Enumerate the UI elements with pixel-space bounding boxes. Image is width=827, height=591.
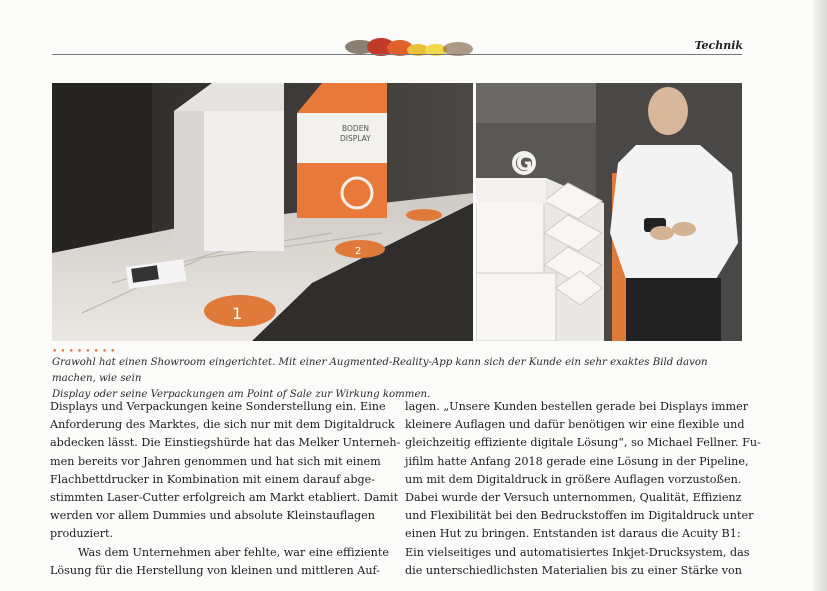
header-rule bbox=[52, 54, 742, 55]
page-edge bbox=[813, 0, 827, 591]
portrait-photo bbox=[476, 83, 742, 341]
caption-dots: •••••••• bbox=[52, 347, 119, 357]
floor-marker-1: 1 bbox=[232, 304, 243, 323]
article-line: werden vor allem Dummies und absolute Kleinstauflagen bbox=[50, 509, 376, 523]
article-line: Was dem Unternehmen aber fehlte, war eine effiziente bbox=[78, 545, 389, 559]
article-line: lagen. „Unsere Kunden bestellen gerade bei Displays immer bbox=[405, 400, 749, 413]
article-line: gleichzeitig effiziente digitale Lösung“, so Michael Fellner. Fu- bbox=[405, 436, 761, 450]
article-line: die unterschiedlichsten Materialien bis zu einer Stärke von bbox=[405, 563, 743, 577]
article-line: stimmten Laser-Cutter erfolgreich am Markt etabliert. Damit bbox=[50, 491, 399, 505]
article-line: abdecken lässt. Die Einstiegshürde hat das Melker Unterneh- bbox=[50, 436, 401, 450]
section-label: Technik bbox=[694, 39, 743, 52]
logo-letter: G bbox=[516, 151, 533, 175]
floor-marker-2: 2 bbox=[355, 246, 362, 257]
article-column-left bbox=[50, 398, 401, 580]
article-column-right bbox=[405, 398, 761, 580]
caption-line-2: Display oder seine Verpackungen am Point of Sale zur Wirkung kommen. bbox=[52, 389, 431, 400]
article-line: Anforderung des Marktes, die sich nur mit dem Digitaldruck bbox=[50, 418, 395, 432]
article-line: jifilm hatte Anfang 2018 gerade eine Lösung in der Pipeline, bbox=[405, 454, 749, 468]
article-line: Lösung für die Herstellung von kleinen und mittleren Auf- bbox=[50, 563, 381, 577]
article-line: men bereits vor Jahren genommen und hat sich mit einem bbox=[50, 454, 381, 468]
article-line: Ein vielseitiges und automatisiertes Inkjet-Drucksystem, das bbox=[405, 545, 750, 559]
boden-display-label-line2: DISPLAY bbox=[340, 134, 371, 143]
article-line: und Flexibilität bei den Bedruckstoffen im Digitaldruck unter bbox=[405, 509, 754, 523]
article-line: einen Hut zu bringen. Entstanden ist daraus die Acuity B1: bbox=[405, 527, 741, 541]
caption-line-1: Grawohl hat einen Showroom eingerichtet. Mit einer Augmented-Reality-App kann sich der Kunde ein sehr exaktes Bild davon machen, wie sein bbox=[52, 357, 708, 384]
article-line: Dabei wurde der Versuch unternommen, Qualität, Effizienz bbox=[405, 491, 742, 505]
article-line: produziert. bbox=[50, 527, 114, 541]
article-line: um mit dem Digitaldruck in größere Auflagen vorzustoßen. bbox=[405, 472, 742, 486]
photo-caption bbox=[52, 355, 742, 403]
article-line: Flachbettdrucker in Kombination mit einem darauf abge- bbox=[50, 472, 376, 486]
boden-display-label-line1: BODEN bbox=[342, 124, 370, 133]
showroom-photo bbox=[52, 83, 473, 341]
article-line: kleinere Auflagen und dafür benötigen wir eine flexible und bbox=[405, 418, 745, 432]
article-line: Displays und Verpackungen keine Sonderstellung ein. Eine bbox=[50, 400, 386, 413]
